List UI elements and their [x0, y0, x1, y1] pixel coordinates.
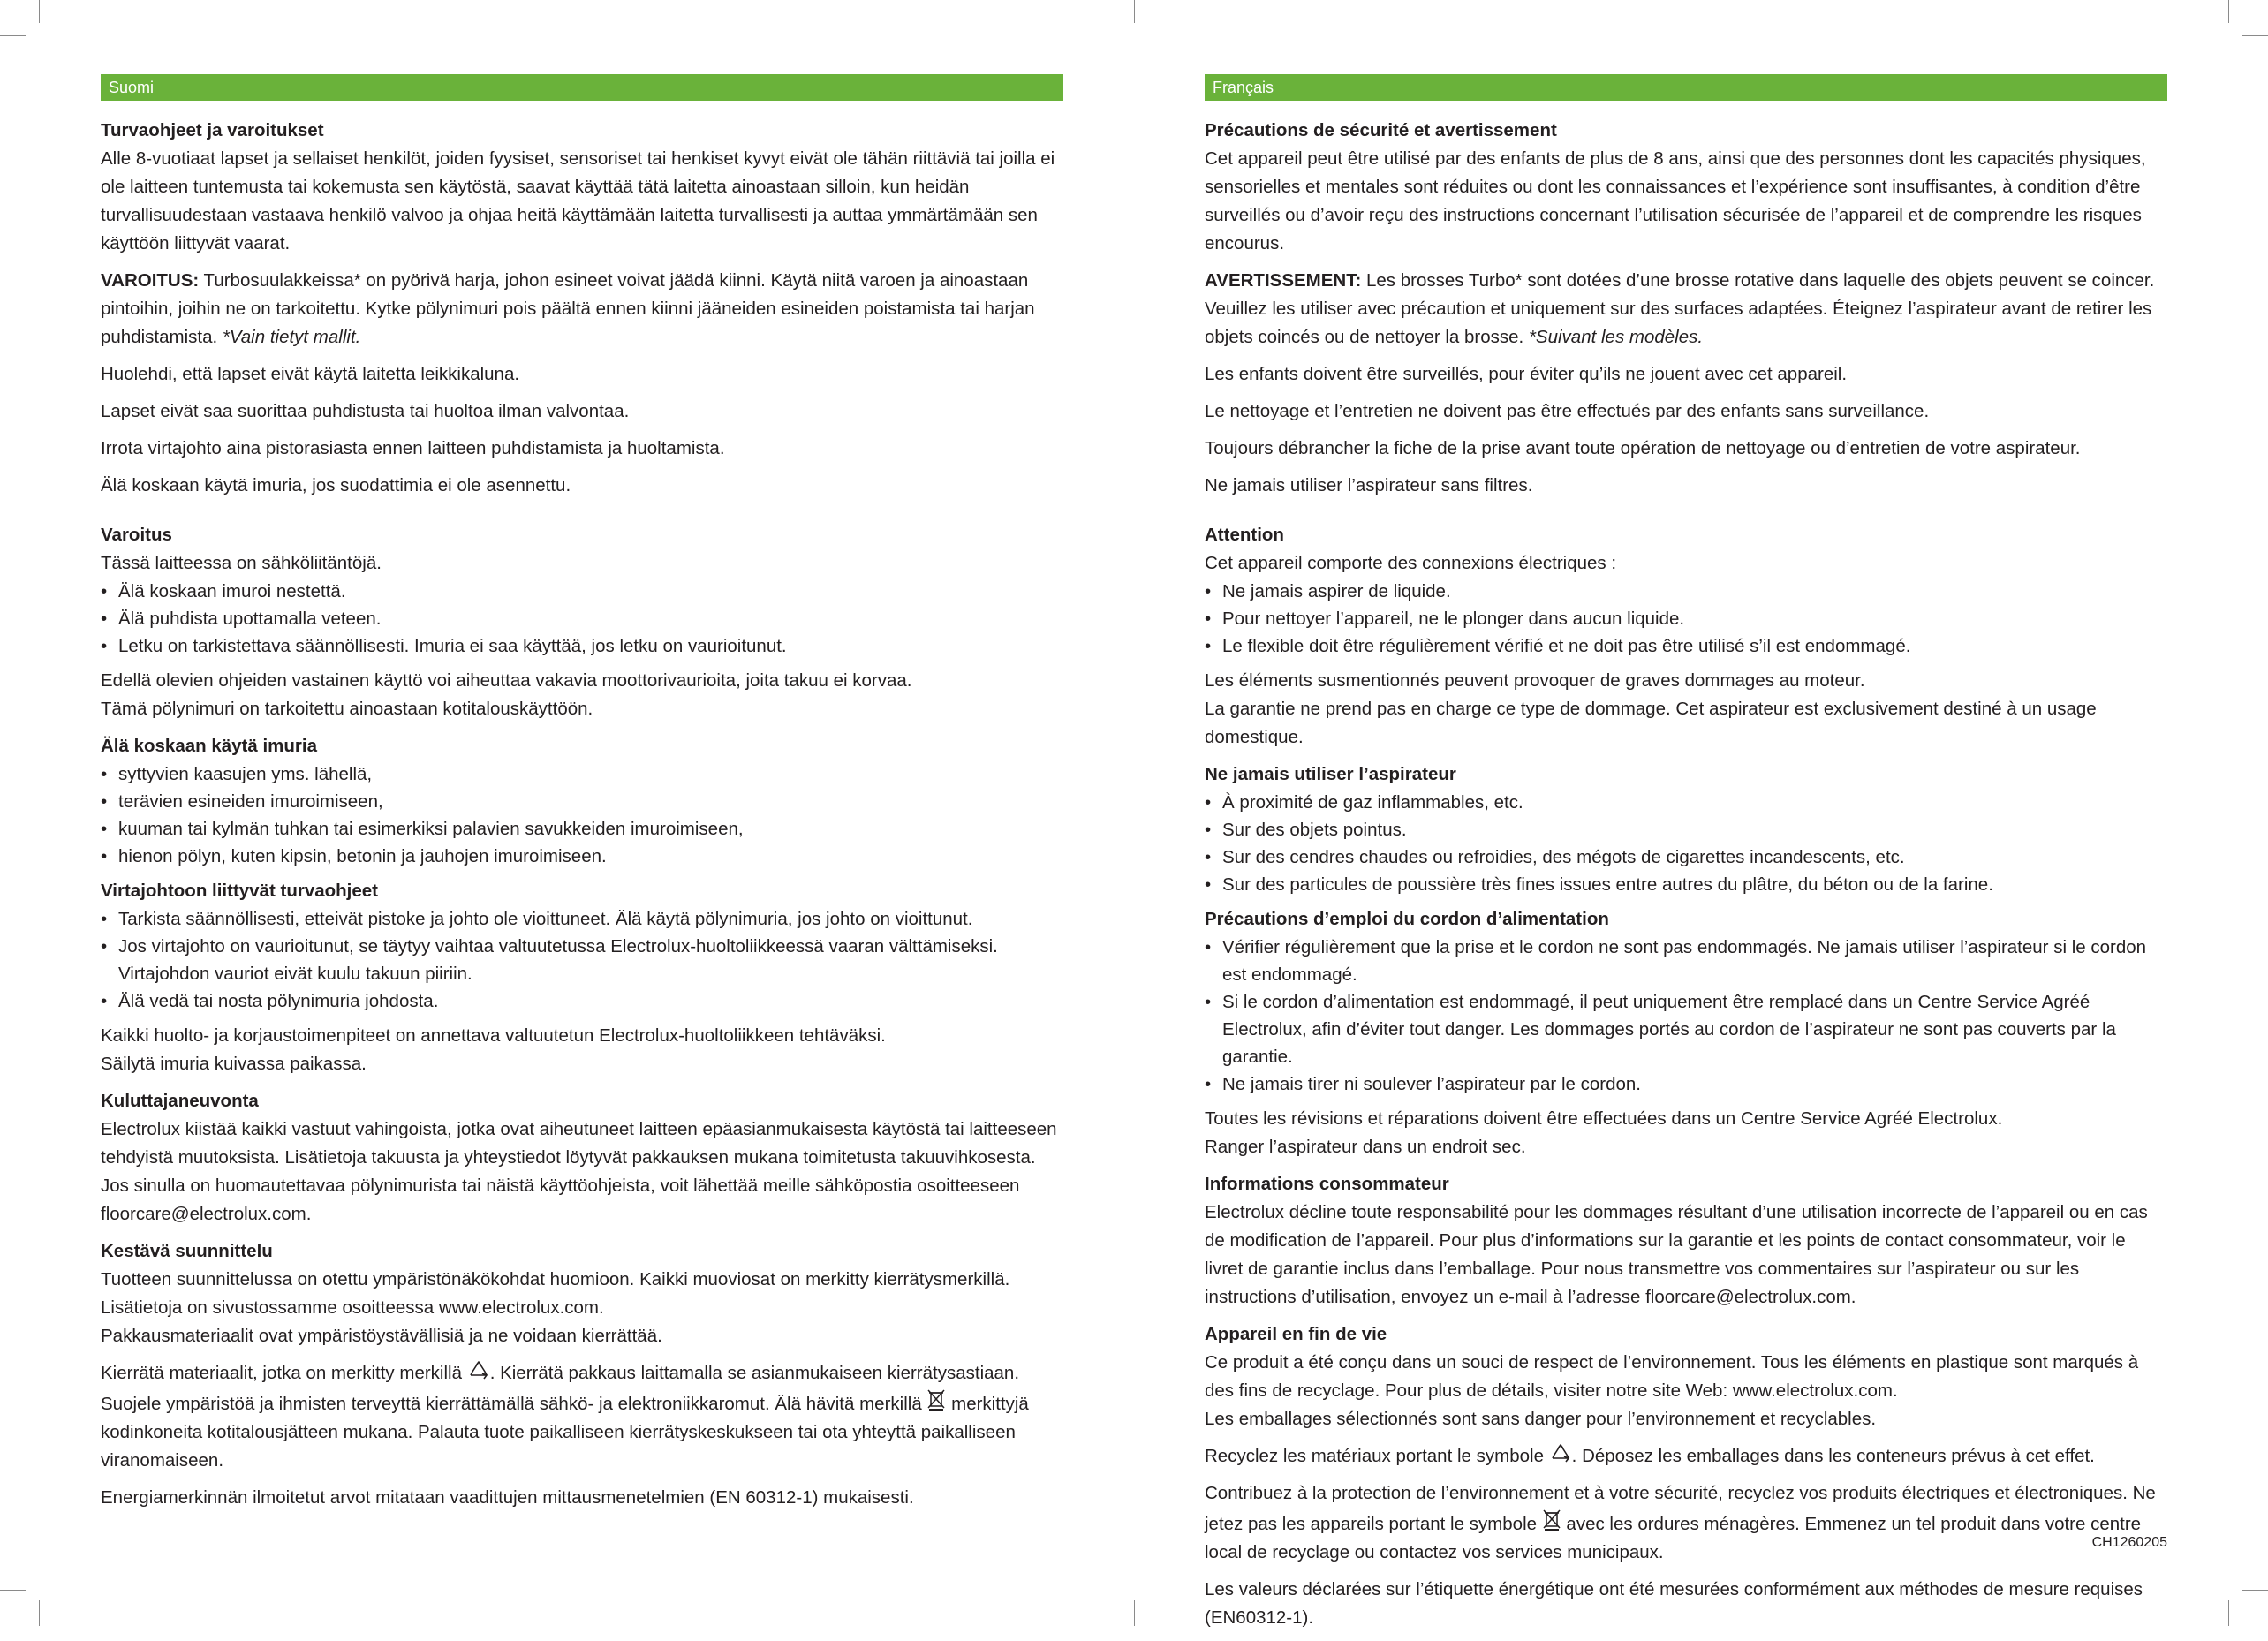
paragraph: Säilytä imuria kuivassa paikassa. — [101, 1054, 367, 1074]
recycle-icon — [467, 1360, 490, 1381]
crop-mark — [2242, 1590, 2268, 1591]
recycling-paragraph — [101, 1359, 1063, 1475]
crop-mark — [1134, 0, 1135, 23]
document-code: CH1260205 — [2091, 1535, 2167, 1550]
paragraph: Toujours débrancher la fiche de la prise avant toute opération de nettoyage ou d’entretien de votre aspirateur. — [1205, 438, 2081, 458]
section-title: Appareil en fin de vie — [1205, 1324, 1387, 1344]
warning-section — [1205, 521, 2167, 752]
text: . Déposez les emballages dans les conteneurs prévus à cet effet. — [1571, 1446, 2095, 1466]
crop-mark — [2228, 1600, 2229, 1626]
warning-note: *Vain tietyt mallit. — [222, 327, 361, 347]
power-cord-section — [101, 877, 1063, 1078]
text: Kierrätä materiaalit, jotka on merkitty merkillä — [101, 1363, 467, 1383]
paragraph: Les valeurs déclarées sur l’étiquette énergétique ont été mesurées conformément aux méthodes de mesure requises (EN60312-1). — [1205, 1579, 2143, 1628]
sustainability-section — [101, 1237, 1063, 1512]
list-item: • Ne jamais tirer ni soulever l’aspirateur par le cordon. — [1205, 1070, 2167, 1098]
crop-mark — [2242, 35, 2268, 36]
section-title: Précautions d’emploi du cordon d’alimentation — [1205, 909, 1609, 929]
list-item: • Älä koskaan imuroi nestettä. — [101, 578, 1063, 605]
bullet-list — [101, 578, 1063, 660]
list-item: • Le flexible doit être régulièrement vérifié et ne doit pas être utilisé s’il est endommagé. — [1205, 632, 2167, 660]
section-title: Précautions de sécurité et avertissement — [1205, 120, 1557, 140]
text: . Kierrätä pakkaus laittamalla se asianmukaiseen kierrätysastiaan. Suojele ympäristöä ja ihmisten terveyttä kierrättämällä sähkö- ja elektroniikkaromut. Älä hävitä merkillä — [101, 1363, 1020, 1414]
paragraph: Electrolux kiistää kaikki vastuut vahingoista, jotka ovat aiheutuneet laitteen epäasianmukaisesta käytöstä tai laitteeseen tehdyistä muutoksista. Lisätietoja takuusta ja yhteystiedot löytyvät pakkauksen mukana toimitetusta takuuvihkosesta. Jos sinulla on huomautettavaa pölynimurista tai näistä käyttöohjeista, voit lähettää meille sähköpostia osoitteeseen floorcare@electrolux.com. — [101, 1119, 1057, 1224]
list-item: • Letku on tarkistettava säännöllisesti. Imuria ei saa käyttää, jos letku on vaurioitunut. — [101, 632, 1063, 660]
crossed-bin-icon — [926, 1388, 946, 1412]
bullet-list — [1205, 578, 2167, 660]
paragraph: Tämä pölynimuri on tarkoitettu ainoastaan kotitalouskäyttöön. — [101, 699, 593, 719]
paragraph: Toutes les révisions et réparations doivent être effectuées dans un Centre Service Agréé Electrolux. — [1205, 1108, 2003, 1129]
crop-mark — [0, 1590, 26, 1591]
crop-mark — [39, 1600, 40, 1626]
section-title: Turvaohjeet ja varoitukset — [101, 120, 324, 140]
never-use-section — [1205, 760, 2167, 898]
paragraph: Les enfants doivent être surveillés, pour éviter qu’ils ne jouent avec cet appareil. — [1205, 364, 1848, 384]
recycle-icon — [1549, 1443, 1572, 1464]
paragraph: Ranger l’aspirateur dans un endroit sec. — [1205, 1137, 1526, 1157]
paragraph: Energiamerkinnän ilmoitetut arvot mitataan vaadittujen mittausmenetelmien (EN 60312-1) mukaisesti. — [101, 1487, 914, 1508]
crossed-bin-icon — [1542, 1508, 1561, 1532]
list-item: • Sur des cendres chaudes ou refroidies, des mégots de cigarettes incandescents, etc. — [1205, 843, 2167, 871]
finnish-column — [101, 74, 1063, 1521]
paragraph: Alle 8-vuotiaat lapset ja sellaiset henkilöt, joiden fyysiset, sensoriset tai henkiset kyvyt eivät ole tähän riittäviä tai joilla ei ole laitteen tuntemusta tai kokemusta sen käytöstä, saavat käyttää tätä laitetta ainoastaan silloin, kun heidän turvallisuudestaan vastaava henkilö valvoo ja ohjaa heitä käyttämään laitetta turvallisesti ja auttaa ymmärtämään sen käyttöön liittyvät vaarat. — [101, 148, 1055, 253]
never-use-section — [101, 732, 1063, 870]
text: avec les ordures ménagères. Emmenez un tel produit dans votre centre local de recyclage ou contactez vos services municipaux. — [1205, 1514, 2142, 1562]
warning-text: Les brosses Turbo* sont dotées d’une brosse rotative dans laquelle des objets peuvent se coincer. Veuillez les utiliser avec précaution et uniquement sur des surfaces adaptées. Éteignez l’aspirateur avant de retirer les objets coincés ou de nettoyer la brosse. — [1205, 270, 2155, 347]
paragraph: Lapset eivät saa suorittaa puhdistusta tai huoltoa ilman valvontaa. — [101, 401, 630, 421]
text: Recyclez les matériaux portant le symbole — [1205, 1446, 1549, 1466]
paragraph: Le nettoyage et l’entretien ne doivent pas être effectués par des enfants sans surveillance. — [1205, 401, 1930, 421]
paragraph: Cet appareil peut être utilisé par des enfants de plus de 8 ans, ainsi que des personnes dont les capacités physiques, sensorielles et mentales sont réduites ou dont les connaissances et l’expérience sont insuffisantes, à condition d’être surveillés ou d’avoir reçu des instructions concernant l’utilisation sécurisée de l’appareil et de comprendre les risques encourus. — [1205, 148, 2146, 253]
crop-mark — [39, 0, 40, 23]
paragraph: La garantie ne prend pas en charge ce type de dommage. Cet aspirateur est exclusivement destiné à un usage domestique. — [1205, 699, 2097, 747]
list-item: • Ne jamais aspirer de liquide. — [1205, 578, 2167, 605]
section-title: Virtajohtoon liittyvät turvaohjeet — [101, 881, 378, 901]
list-item: • Si le cordon d’alimentation est endommagé, il peut uniquement être remplacé dans un Centre Service Agréé Electrolux, afin d’éviter tout danger. Les dommages portés au cordon de l’aspirateur ne sont pas couverts par la garantie. — [1205, 988, 2167, 1070]
paragraph: Cet appareil comporte des connexions électriques : — [1205, 553, 1617, 573]
section-title: Kuluttajaneuvonta — [101, 1091, 259, 1111]
warning-section — [101, 521, 1063, 723]
section-title: Ne jamais utiliser l’aspirateur — [1205, 764, 1456, 784]
text: merkittyjä kodinkoneita kotitalousjätteen mukana. Palauta tuote paikalliseen kierrätyskeskukseen tai ota yhteyttä paikalliseen viranomaiseen. — [101, 1394, 1029, 1471]
paragraph: Pakkausmateriaalit ovat ympäristöystävällisiä ja ne voidaan kierrättää. — [101, 1326, 662, 1346]
power-cord-section — [1205, 905, 2167, 1161]
list-item: • syttyvien kaasujen yms. lähellä, — [101, 760, 1063, 788]
list-item: • Jos virtajohto on vaurioitunut, se täytyy vaihtaa valtuutetussa Electrolux-huoltoliikkeessä vaaran välttämiseksi. Virtajohdon vauriot eivät kuulu takuun piiriin. — [101, 933, 1063, 987]
french-column — [1205, 74, 2167, 1641]
end-of-life-section — [1205, 1320, 2167, 1632]
warning-paragraph — [1205, 267, 2167, 352]
safety-section — [1205, 117, 2167, 500]
paragraph: Ce produit a été conçu dans un souci de respect de l’environnement. Tous les éléments en plastique sont marqués à des fins de recyclage. Pour plus de détails, visiter notre site Web: www.electrolux.com. — [1205, 1352, 2139, 1401]
list-item: • Vérifier régulièrement que la prise et le cordon ne sont pas endommagés. Ne jamais utiliser l’aspirateur si le cordon est endommagé. — [1205, 934, 2167, 988]
paragraph: Huolehdi, että lapset eivät käytä laitetta leikkikaluna. — [101, 364, 520, 384]
recycling-paragraph — [1205, 1442, 2167, 1471]
bullet-list — [101, 760, 1063, 870]
warning-paragraph — [101, 267, 1063, 352]
list-item: • hienon pölyn, kuten kipsin, betonin ja jauhojen imuroimiseen. — [101, 843, 1063, 870]
consumer-info-section — [1205, 1170, 2167, 1312]
list-item: • Tarkista säännöllisesti, etteivät pistoke ja johto ole vioittuneet. Älä käytä pölynimuria, jos johto on vioittunut. — [101, 905, 1063, 933]
warning-label: VAROITUS: — [101, 270, 200, 291]
paragraph: Kaikki huolto- ja korjaustoimenpiteet on annettava valtuutetun Electrolux-huoltoliikkeen tehtäväksi. — [101, 1025, 886, 1046]
list-item: • Sur des particules de poussière très fines issues entre autres du plâtre, du béton ou de la farine. — [1205, 871, 2167, 898]
section-title: Älä koskaan käytä imuria — [101, 736, 317, 756]
list-item: • Pour nettoyer l’appareil, ne le plonger dans aucun liquide. — [1205, 605, 2167, 632]
list-item: • Sur des objets pointus. — [1205, 816, 2167, 843]
crop-mark — [1134, 1600, 1135, 1626]
paragraph: Les emballages sélectionnés sont sans danger pour l’environnement et recyclables. — [1205, 1409, 1877, 1429]
safety-section — [101, 117, 1063, 500]
section-title: Varoitus — [101, 525, 172, 545]
list-item: • À proximité de gaz inflammables, etc. — [1205, 789, 2167, 816]
section-title: Attention — [1205, 525, 1284, 545]
section-title: Kestävä suunnittelu — [101, 1241, 273, 1261]
language-bar-french: Français — [1205, 74, 2167, 101]
paragraph: Electrolux décline toute responsabilité pour les dommages résultant d’une utilisation incorrecte de l’appareil ou en cas de modification de l’appareil. Pour plus d’informations sur la garantie et les points de contact consommateur, voir le livret de garantie inclus dans l’emballage. Pour nous transmettre vos commentaires sur l’aspirateur ou sur les instructions d’utilisation, envoyez un e-mail à l’adresse floorcare@electrolux.com. — [1205, 1202, 2148, 1307]
crop-mark — [0, 35, 26, 36]
bullet-list — [1205, 934, 2167, 1098]
section-title: Informations consommateur — [1205, 1174, 1449, 1194]
paragraph: Edellä olevien ohjeiden vastainen käyttö voi aiheuttaa vakavia moottorivaurioita, joita takuu ei korvaa. — [101, 670, 912, 691]
warning-label: AVERTISSEMENT: — [1205, 270, 1362, 291]
paragraph: Tässä laitteessa on sähköliitäntöjä. — [101, 553, 382, 573]
language-bar-finnish: Suomi — [101, 74, 1063, 101]
text: Contribuez à la protection de l’environnement et à votre sécurité, recyclez vos produits électriques et électroniques. Ne jetez pas les appareils portant le symbole — [1205, 1483, 2156, 1534]
crop-mark — [2228, 0, 2229, 23]
paragraph: Tuotteen suunnittelussa on otettu ympäristönäkökohdat huomioon. Kaikki muoviosat on merkitty kierrätysmerkillä. Lisätietoja on sivustossamme osoitteessa www.electrolux.com. — [101, 1269, 1010, 1318]
consumer-info-section — [101, 1087, 1063, 1229]
warning-note: *Suivant les modèles. — [1528, 327, 1704, 347]
bullet-list — [101, 905, 1063, 1015]
warning-text: Turbosuulakkeissa* on pyörivä harja, johon esineet voivat jäädä kiinni. Käytä niitä varoen ja ainoastaan pintoihin, joihin ne on tarkoitettu. Kytke pölynimuri pois päältä ennen kiinni jääneiden esineiden poistamista tai harjan puhdistamista. — [101, 270, 1035, 347]
paragraph: Älä koskaan käytä imuria, jos suodattimia ei ole asennettu. — [101, 475, 571, 495]
list-item: • Älä puhdista upottamalla veteen. — [101, 605, 1063, 632]
list-item: • terävien esineiden imuroimiseen, — [101, 788, 1063, 815]
paragraph: Les éléments susmentionnés peuvent provoquer de graves dommages au moteur. — [1205, 670, 1865, 691]
list-item: • kuuman tai kylmän tuhkan tai esimerkiksi palavien savukkeiden imuroimiseen, — [101, 815, 1063, 843]
weee-paragraph — [1205, 1479, 2167, 1567]
list-item: • Älä vedä tai nosta pölynimuria johdosta. — [101, 987, 1063, 1015]
paragraph: Ne jamais utiliser l’aspirateur sans filtres. — [1205, 475, 1533, 495]
bullet-list — [1205, 789, 2167, 898]
paragraph: Irrota virtajohto aina pistorasiasta ennen laitteen puhdistamista ja huoltamista. — [101, 438, 725, 458]
